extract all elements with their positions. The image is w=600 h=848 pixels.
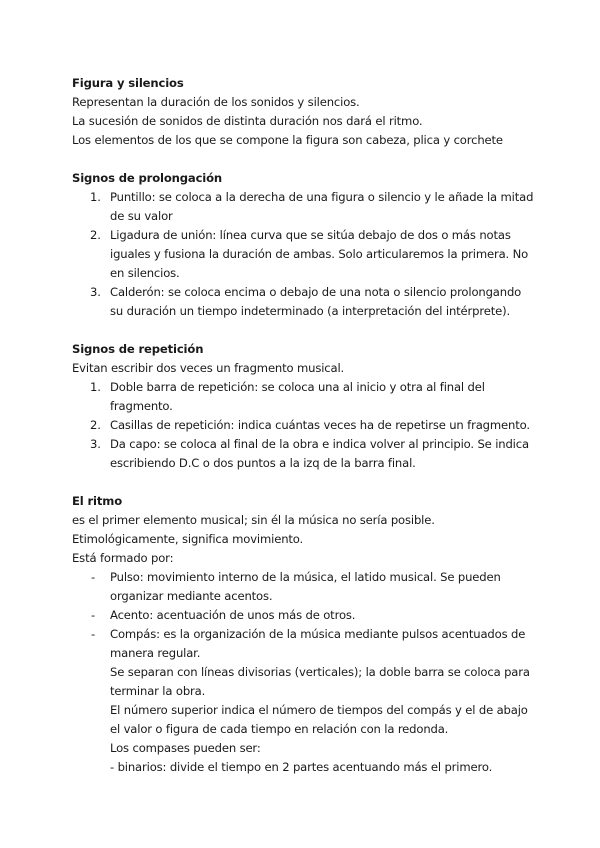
list-item-text: Los compases pueden ser: xyxy=(110,741,261,755)
list-item-text: Ligadura de unión: línea curva que se sitúa debajo de dos o más notas xyxy=(110,228,511,242)
list-item-text: Se separan con líneas divisorias (verticales); la doble barra se coloca para xyxy=(110,665,530,679)
list-item-text: fragmento. xyxy=(110,399,173,413)
section-signos-prolongacion xyxy=(72,169,542,321)
paragraph-line: es el primer elemento musical; sin él la música no sería posible. xyxy=(72,513,435,527)
list-item-text: manera regular. xyxy=(110,646,201,660)
list-item-text: su duración un tiempo indeterminado (a interpretación del intérprete). xyxy=(110,304,511,318)
list-item-text: en silencios. xyxy=(110,266,180,280)
list-item-text: el valor o figura de cada tiempo en relación con la redonda. xyxy=(110,722,449,736)
list-item-text: Compás: es la organización de la música mediante pulsos acentuados de xyxy=(110,627,526,641)
section-figura-silencios xyxy=(72,74,542,150)
list-item-text: Pulso: movimiento interno de la música, el latido musical. Se pueden xyxy=(110,570,501,584)
list-item-text: Calderón: se coloca encima o debajo de una nota o silencio prolongando xyxy=(110,285,522,299)
list-item xyxy=(72,226,542,283)
paragraph-line: Evitan escribir dos veces un fragmento musical. xyxy=(72,361,345,375)
list-marker: 1. xyxy=(90,190,101,204)
list-marker: 3. xyxy=(90,285,101,299)
paragraph-line: Representan la duración de los sonidos y silencios. xyxy=(72,95,360,109)
list-item-text: organizar mediante acentos. xyxy=(110,589,273,603)
list-item-text: El número superior indica el número de tiempos del compás y el de abajo xyxy=(110,703,528,717)
list-item xyxy=(72,416,542,435)
list-item xyxy=(72,568,542,606)
list-marker: 2. xyxy=(90,418,101,432)
list-item xyxy=(72,283,542,321)
list-item xyxy=(72,606,542,625)
list-marker: 1. xyxy=(90,380,101,394)
list-item xyxy=(72,378,542,416)
list-item-text: Doble barra de repetición: se coloca una al inicio y otra al final del xyxy=(110,380,485,394)
list-marker: 2. xyxy=(90,228,101,242)
paragraph-line: Está formado por: xyxy=(72,551,174,565)
numbered-list xyxy=(72,188,542,321)
list-item-text: escribiendo D.C o dos puntos a la izq de la barra final. xyxy=(110,456,416,470)
list-marker: - xyxy=(91,570,96,584)
numbered-list xyxy=(72,378,542,473)
document-page xyxy=(72,74,542,796)
list-item-text: de su valor xyxy=(110,209,173,223)
list-marker: - xyxy=(91,627,96,641)
section-title: Figura y silencios xyxy=(72,76,184,90)
list-item xyxy=(72,188,542,226)
list-item-text: terminar la obra. xyxy=(110,684,206,698)
section-title: Signos de prolongación xyxy=(72,171,223,185)
section-signos-repeticion xyxy=(72,340,542,473)
dash-list xyxy=(72,568,542,777)
list-item-text: Puntillo: se coloca a la derecha de una figura o silencio y le añade la mitad xyxy=(110,190,534,204)
list-marker: - xyxy=(91,608,96,622)
section-title: El ritmo xyxy=(72,494,123,508)
section-title: Signos de repetición xyxy=(72,342,204,356)
paragraph-line: La sucesión de sonidos de distinta duración nos dará el ritmo. xyxy=(72,114,423,128)
paragraph-line: Etimológicamente, significa movimiento. xyxy=(72,532,304,546)
list-item-text: Acento: acentuación de unos más de otros. xyxy=(110,608,356,622)
list-item-text: iguales y fusiona la duración de ambas. Solo articularemos la primera. No xyxy=(110,247,529,261)
list-marker: 3. xyxy=(90,437,101,451)
section-el-ritmo xyxy=(72,492,542,777)
list-item-text: - binarios: divide el tiempo en 2 partes acentuando más el primero. xyxy=(110,760,493,774)
paragraph-line: Los elementos de los que se compone la figura son cabeza, plica y corchete xyxy=(72,133,503,147)
list-item-text: Da capo: se coloca al final de la obra e indica volver al principio. Se indica xyxy=(110,437,529,451)
list-item-text: Casillas de repetición: indica cuántas veces ha de repetirse un fragmento. xyxy=(110,418,530,432)
list-item xyxy=(72,435,542,473)
list-item xyxy=(72,625,542,777)
